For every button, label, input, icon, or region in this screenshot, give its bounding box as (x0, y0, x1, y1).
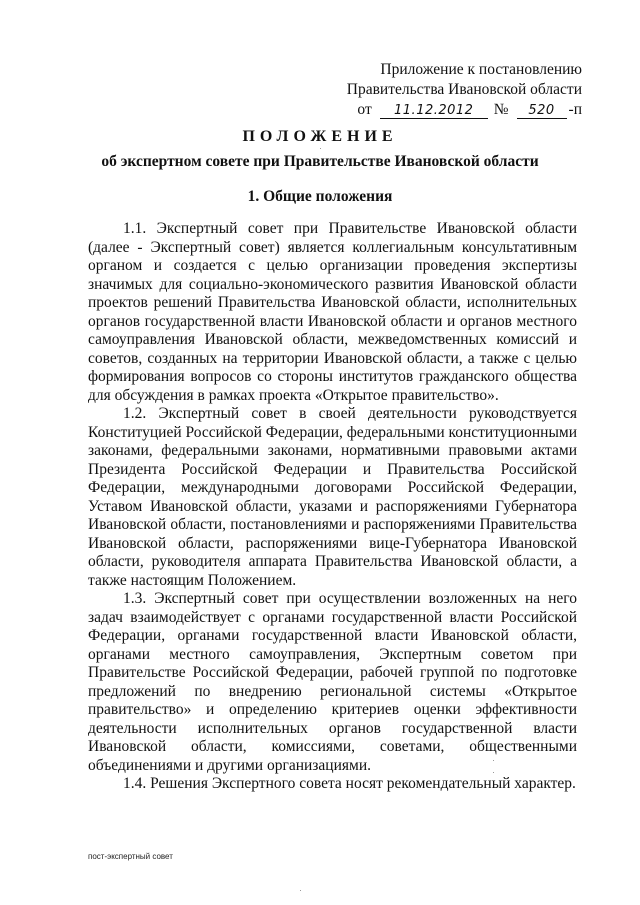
scan-speck (320, 148, 321, 149)
section-body (88, 220, 577, 794)
approval-header (322, 60, 582, 120)
handwritten-number: 520 (517, 104, 567, 119)
date-number-line (322, 100, 582, 120)
paragraph-1-1: 1.1. Экспертный совет при Правительстве Ивановской области (далее - Экспертный совет) является коллегиальным консультативным органом и создается с целью организации проведения экспертизы значимых для социально-экономического развития Ивановской области проектов решений Правительства Ивановской области, исполнительных органов государственной власти Ивановской области и органов местного самоуправления Ивановской области, межведомственных комиссий и советов, созданных на территории Ивановской области, а также с целью формирования вопросов со стороны институтов гражданского общества для обсуждения в рамках проекта «Открытое правительство». (88, 220, 577, 404)
paragraph-1-4: 1.4. Решения Экспертного совета носят рекомендательный характер. (123, 775, 576, 792)
number-suffix: -п (568, 101, 582, 118)
handwritten-date: 11.12.2012 (380, 104, 488, 119)
scan-speck (300, 890, 301, 891)
number-label: № (493, 101, 509, 118)
section-heading: 1. Общие положения (247, 188, 393, 205)
header-line-1: Приложение к постановлению (380, 61, 582, 78)
from-label: от (357, 101, 372, 118)
scan-speck (493, 760, 494, 761)
scan-speck (493, 772, 494, 773)
document-subtitle: об экспертном совете при Правительстве Ивановской области (101, 153, 539, 170)
paragraph-1-2: 1.2. Экспертный совет в своей деятельности руководствуется Конституцией Российской Федерации, федеральными конституционными законами, федеральными законами, нормативными правовыми актами Президента Российской Федерации и Правительства Российской Федерации, международными договорами Российской Федерации, Уставом Ивановской области, указами и распоряжениями Губернатора Ивановской области, постановлениями и распоряжениями Правительства Ивановской области, распоряжениями вице-Губернатора Ивановской области, руководителя аппарата Правительства Ивановской области, а также настоящим Положением. (88, 405, 577, 589)
paragraph-1-3: 1.3. Экспертный совет при осуществлении возложенных на него задач взаимодействует с органами государственной власти Российской Федерации, органами государственной власти Ивановской области, органами местного самоуправления, Экспертным советом при Правительстве Российской Федерации, рабочей группой по подготовке предложений по внедрению региональной системы «Открытое правительство» и определению критериев оценки эффективности деятельности исполнительных органов государственной власти Ивановской области, комиссиями, советами, общественными объединениями и другими организациями. (88, 590, 577, 774)
header-line-2: Правительства Ивановской области (346, 81, 582, 98)
footer-filename: пост-экспертный совет (88, 852, 173, 861)
document-title: ПОЛОЖЕНИЕ (242, 128, 398, 145)
